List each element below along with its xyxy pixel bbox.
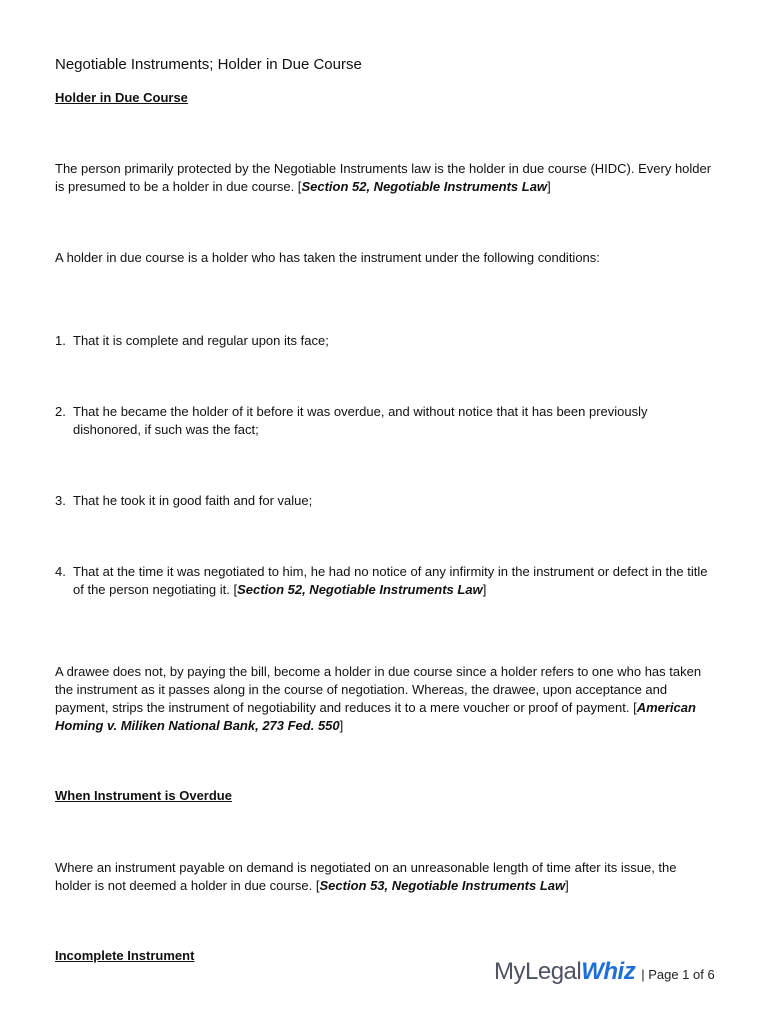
citation: American Homing v. Miliken National Bank, 273 Fed. 550 <box>55 700 696 733</box>
list-item <box>55 492 715 510</box>
bracket-close: ] <box>547 179 551 194</box>
page-footer <box>494 958 715 986</box>
paragraph-text: Where an instrument payable on demand is negotiated on an unreasonable length of time after its issue, the holder is not deemed a holder in due course. [ <box>55 860 677 893</box>
paragraph-text: The person primarily protected by the Negotiable Instruments law is the holder in due course (HIDC). Every holder is presumed to be a holder in due course. [ <box>55 161 712 194</box>
list-text: That he became the holder of it before it was overdue, and without notice that it has been previously dishonored, if such was the fact; <box>73 404 648 437</box>
list-number: 4. <box>55 564 66 579</box>
bracket-close: ] <box>482 582 487 597</box>
list-item <box>55 563 715 599</box>
section-heading-overdue: When Instrument is Overdue <box>55 788 232 803</box>
page-number: | Page 1 of 6 <box>641 966 715 982</box>
list-text: That it is complete and regular upon its face; <box>73 333 329 348</box>
section-heading-holder-in-due-course: Holder in Due Course <box>55 90 188 105</box>
paragraph-hidc-definition <box>55 160 715 196</box>
list-item <box>55 332 715 350</box>
citation: Section 52, Negotiable Instruments Law <box>301 179 548 194</box>
bracket-close: ] <box>339 718 344 733</box>
list-text: That he took it in good faith and for value; <box>73 493 313 508</box>
list-number: 3. <box>55 493 66 508</box>
list-text-body: That at the time it was negotiated to him, he had no notice of any infirmity in the instrument or defect in the title of the person negotiating it. [ <box>73 564 708 597</box>
section-heading-incomplete-instrument: Incomplete Instrument <box>55 948 195 963</box>
paragraph-conditions-intro: A holder in due course is a holder who has taken the instrument under the following conditions: <box>55 250 600 265</box>
logo-text-whiz: Whiz <box>581 958 636 985</box>
list-number: 2. <box>55 404 66 419</box>
logo-text-mylegal: MyLegal <box>494 958 582 985</box>
paragraph-text: A drawee does not, by paying the bill, become a holder in due course since a holder refers to one who has taken the instrument as it passes along in the course of negotiation. Whereas, the drawee, upon acceptance and payment, strips the instrument of negotiability and reduces it to a mere voucher or proof of payment. [ <box>55 664 702 715</box>
document-title: Negotiable Instruments; Holder in Due Course <box>55 56 362 73</box>
paragraph-overdue <box>55 859 715 895</box>
mylegalwhiz-logo <box>494 958 635 986</box>
list-number: 1. <box>55 333 66 348</box>
list-text <box>73 563 715 599</box>
paragraph-drawee <box>55 663 715 735</box>
list-item <box>55 403 715 439</box>
bracket-close: ] <box>565 878 569 893</box>
citation: Section 52, Negotiable Instruments Law <box>237 582 483 597</box>
citation: Section 53, Negotiable Instruments Law <box>319 878 566 893</box>
